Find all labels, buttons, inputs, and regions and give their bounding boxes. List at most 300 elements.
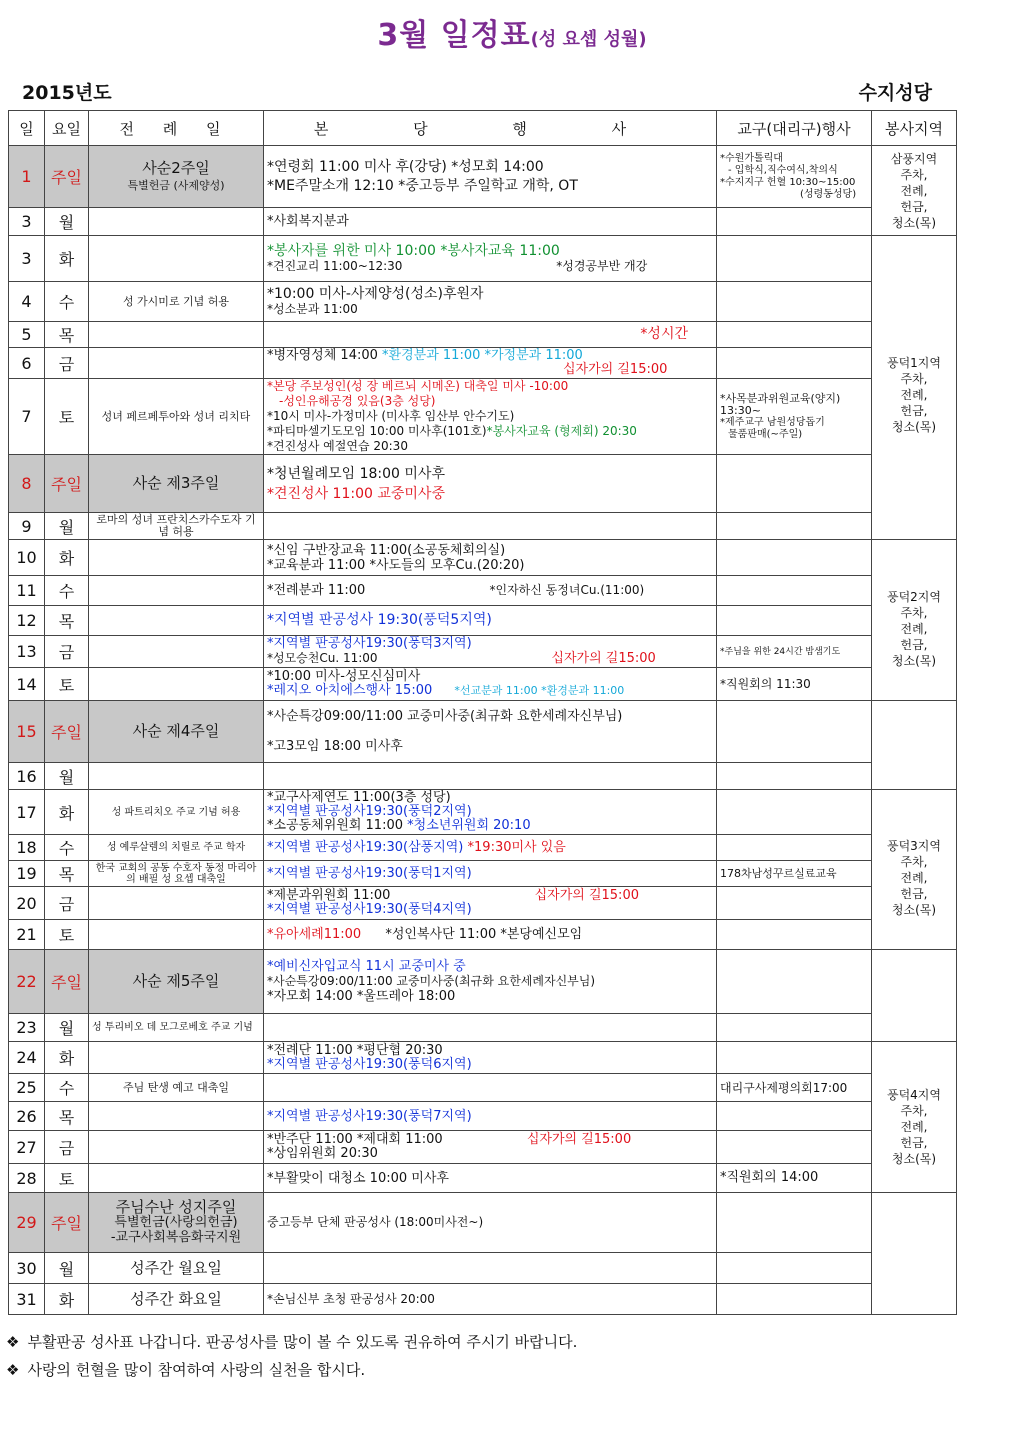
liturgy-cell — [89, 1193, 264, 1253]
day-cell: 4 — [9, 282, 45, 322]
diocese-cell — [717, 236, 872, 282]
liturgy-cell — [89, 636, 264, 668]
parish-event: *성모승천Cu. 11:00 — [267, 651, 378, 665]
parish-event: 중고등부 단체 판공성사 (18:00미사전~) — [267, 1215, 484, 1229]
table-row — [9, 576, 957, 606]
parish-event-row — [267, 651, 713, 666]
diocese-cell — [717, 636, 872, 668]
col-header-day: 일 — [9, 111, 45, 146]
parish-event: *유아세례11:00 — [267, 927, 362, 942]
parish-event: *19:30미사 있음 — [467, 840, 566, 855]
parish-event-row — [267, 424, 713, 439]
liturgy-cell — [89, 606, 264, 636]
parish-event: *지역별 판공성사19:30(풍덕6지역) — [267, 1056, 472, 1072]
day-cell: 21 — [9, 920, 45, 950]
footnote-text: 사랑의 헌혈을 많이 참여하여 사랑의 실천을 합시다. — [27, 1361, 366, 1379]
parish-event: *견진성사 예절연습 20:30 — [267, 439, 408, 453]
parish-event: *봉사자를 위한 미사 10:00 *봉사자교육 11:00 — [267, 242, 560, 259]
parish-event: *인자하신 동정녀Cu.(11:00) — [489, 583, 645, 597]
weekday-cell: 화 — [45, 1042, 89, 1074]
weekday-cell: 주일 — [45, 455, 89, 513]
parish-event: *견진성사 11:00 교중미사중 — [267, 485, 445, 502]
parish-event: *청소년위원회 20:10 — [407, 818, 531, 833]
parish-cell — [264, 236, 717, 282]
parish-event: *성소분과 11:00 — [267, 301, 358, 316]
parish-cell — [264, 1102, 717, 1131]
day-cell: 9 — [9, 513, 45, 540]
parish-event: *사순특강09:00/11:00 교중미사중(최규화 요한세례자신부님) — [267, 708, 623, 724]
parish-cell — [264, 208, 717, 236]
parish-event: *지역별 판공성사19:30(풍덕7지역) — [267, 1108, 472, 1124]
liturgy-cell — [89, 1131, 264, 1164]
weekday-cell: 화 — [45, 790, 89, 835]
day-cell: 22 — [9, 950, 45, 1014]
parish-event: *제분과위원회 11:00 — [267, 888, 391, 903]
day-cell: 12 — [9, 606, 45, 636]
parish-event: *연령회 11:00 미사 후(강당) *성모회 14:00 — [267, 158, 544, 175]
diocese-cell — [717, 282, 872, 322]
parish-cell — [264, 146, 717, 208]
weekday-cell: 월 — [45, 763, 89, 790]
liturgy-cell — [89, 1102, 264, 1131]
liturgy-cell — [89, 236, 264, 282]
parish-cell — [264, 348, 717, 379]
diocese-event: *주님을 위한 24시간 밤샘기도 — [720, 646, 841, 657]
parish-cell — [264, 835, 717, 861]
diocese-event: 178차남성꾸르실료교육 — [720, 866, 837, 880]
parish-cell — [264, 513, 717, 540]
diocese-cell — [717, 920, 872, 950]
table-row — [9, 950, 957, 1014]
liturgy-cell — [89, 540, 264, 576]
service-duty: 전례, — [900, 387, 928, 402]
liturgy-main: 사순 제4주일 — [132, 722, 220, 740]
diamond-bullet-icon: ❖ — [6, 1333, 20, 1351]
service-duty: 청소(목) — [891, 1152, 937, 1166]
liturgy-cell — [89, 668, 264, 701]
footnote-item — [6, 1328, 577, 1356]
liturgy-main: 사순 제5주일 — [132, 972, 220, 990]
weekday-cell: 주일 — [45, 950, 89, 1014]
liturgy-cell — [89, 763, 264, 790]
day-cell: 29 — [9, 1193, 45, 1253]
weekday-cell: 금 — [45, 1131, 89, 1164]
weekday-cell: 주일 — [45, 701, 89, 763]
service-duty: 청소(목) — [891, 654, 937, 668]
parish-event: *선교분과 11:00 *환경분과 11:00 — [454, 684, 625, 697]
parish-event-row — [267, 684, 713, 698]
day-cell: 14 — [9, 668, 45, 701]
service-duty: 주차, — [900, 167, 928, 182]
liturgy-cell — [89, 348, 264, 379]
parish-event: *교육분과 11:00 *사도들의 모후Cu.(20:20) — [267, 557, 525, 573]
parish-cell — [264, 636, 717, 668]
parish-cell — [264, 861, 717, 887]
liturgy-cell — [89, 701, 264, 763]
service-duty: 헌금, — [900, 199, 928, 214]
table-row — [9, 606, 957, 636]
liturgy-cell: 한국 교회의 공동 수호자 동정 마리아의 배필 성 요셉 대축일 — [89, 861, 264, 887]
weekday-cell: 월 — [45, 513, 89, 540]
parish-event: *10:00 미사-성모신심미사 — [267, 669, 421, 684]
diocese-cell — [717, 513, 872, 540]
diocese-cell — [717, 1164, 872, 1193]
diocese-cell — [717, 455, 872, 513]
table-row — [9, 1074, 957, 1102]
parish-event: *손님신부 초청 판공성사 20:00 — [267, 1291, 435, 1306]
parish-event: *사회복지분과 — [267, 214, 349, 229]
table-row — [9, 322, 957, 348]
weekday-cell: 주일 — [45, 146, 89, 208]
service-duty: 전례, — [900, 622, 928, 636]
weekday-cell: 화 — [45, 1284, 89, 1315]
liturgy-cell: 성 투리비오 데 모그로베호 주교 기념 — [89, 1014, 264, 1042]
service-area-cell — [872, 146, 957, 236]
service-duty: 헌금, — [900, 886, 928, 901]
parish-cell — [264, 282, 717, 322]
day-cell: 3 — [9, 208, 45, 236]
weekday-cell: 수 — [45, 576, 89, 606]
diocese-cell — [717, 1284, 872, 1315]
table-row — [9, 1193, 957, 1253]
liturgy-cell — [89, 920, 264, 950]
diocese-event: 물품판매(~주일) — [728, 428, 803, 440]
liturgy-cell — [89, 146, 264, 208]
weekday-cell: 수 — [45, 1074, 89, 1102]
day-cell: 8 — [9, 455, 45, 513]
liturgy-cell: 성주간 화요일 — [89, 1284, 264, 1315]
weekday-cell: 목 — [45, 322, 89, 348]
weekday-cell: 수 — [45, 282, 89, 322]
table-row — [9, 1014, 957, 1042]
table-row — [9, 146, 957, 208]
diocese-cell — [717, 950, 872, 1014]
table-row — [9, 920, 957, 950]
day-cell: 6 — [9, 348, 45, 379]
title-main: 3월 일정표 — [377, 18, 531, 53]
service-duty: 주차, — [900, 606, 928, 620]
footnote-text: 부활판공 성사표 나갑니다. 판공성사를 많이 볼 수 있도록 권유하여 주시기 바랍니다. — [27, 1333, 578, 1351]
parish-event: *고3모임 18:00 미사후 — [267, 738, 403, 754]
parish-event: *자모회 14:00 *울뜨레아 18:00 — [267, 989, 456, 1004]
col-header-service: 봉사지역 — [872, 111, 957, 146]
diocese-event: *직원회의 14:00 — [720, 1170, 819, 1185]
parish-cell — [264, 763, 717, 790]
weekday-cell: 월 — [45, 1253, 89, 1284]
service-area-name: 풍덕1지역 — [886, 355, 941, 370]
diocese-cell — [717, 835, 872, 861]
liturgy-cell — [89, 1164, 264, 1193]
liturgy-main: 사순2주일 — [142, 158, 210, 177]
diocese-cell — [717, 668, 872, 701]
service-area-name: 풍덕3지역 — [886, 838, 941, 853]
diocese-cell — [717, 861, 872, 887]
day-cell: 16 — [9, 763, 45, 790]
day-cell: 7 — [9, 379, 45, 455]
table-header-row — [9, 111, 957, 146]
footnotes — [6, 1328, 577, 1384]
parish-cell — [264, 540, 717, 576]
parish-event: *지역별 판공성사19:30(삼풍지역) — [267, 840, 464, 855]
day-cell: 15 — [9, 701, 45, 763]
parish-event: *파티마셀기도모임 10:00 미사후(101호) — [267, 424, 487, 438]
parish-cell — [264, 1074, 717, 1102]
parish-event: *지역별 판공성사19:30(풍덕3지역) — [267, 636, 472, 651]
parish-cell — [264, 379, 717, 455]
parish-event: *봉사자교육 (형제회) 20:30 — [486, 424, 637, 438]
service-area-name: 삼풍지역 — [890, 151, 938, 166]
service-area-cell — [872, 1042, 957, 1193]
parish-event: *반주단 11:00 *제대회 11:00 — [267, 1132, 443, 1147]
weekday-cell: 토 — [45, 668, 89, 701]
parish-event: *지역별 판공성사19:30(풍덕4지역) — [267, 902, 472, 917]
day-cell: 1 — [9, 146, 45, 208]
title-sub: (성 요셉 성월) — [530, 29, 647, 50]
parish-cell — [264, 887, 717, 920]
diocese-cell — [717, 146, 872, 208]
weekday-cell: 목 — [45, 1102, 89, 1131]
liturgy-main: 사순 제3주일 — [132, 474, 220, 492]
service-duty: 헌금, — [900, 403, 928, 418]
parish-event: *병자영성체 14:00 — [267, 348, 378, 363]
table-row — [9, 763, 957, 790]
service-area-name: 풍덕4지역 — [886, 1088, 941, 1102]
parish-cell — [264, 606, 717, 636]
parish-event-row — [267, 259, 713, 274]
day-cell: 3 — [9, 236, 45, 282]
parish-event: *ME주말소개 12:10 *중고등부 주일학교 개학, OT — [267, 177, 578, 194]
liturgy-sub: 특별헌금(사랑의헌금) — [114, 1215, 238, 1230]
parish-event-row — [267, 349, 713, 363]
diocese-cell — [717, 322, 872, 348]
day-cell: 11 — [9, 576, 45, 606]
diocese-cell — [717, 379, 872, 455]
diocese-cell — [717, 208, 872, 236]
service-duty: 주차, — [900, 371, 928, 386]
service-duty: 청소(목) — [891, 215, 937, 230]
liturgy-cell: 성녀 페르페투아와 성녀 리치타 — [89, 379, 264, 455]
liturgy-cell — [89, 208, 264, 236]
day-cell: 25 — [9, 1074, 45, 1102]
diocese-event: 13:30~ — [720, 403, 761, 417]
day-cell: 26 — [9, 1102, 45, 1131]
parish-cell — [264, 701, 717, 763]
parish-event: 십자가의 길15:00 — [526, 1132, 632, 1147]
table-row — [9, 1284, 957, 1315]
table-row — [9, 1042, 957, 1074]
day-cell: 19 — [9, 861, 45, 887]
day-cell: 24 — [9, 1042, 45, 1074]
footnote-item — [6, 1356, 577, 1384]
diocese-cell — [717, 1074, 872, 1102]
diocese-event: *제주교구 남원성당돕기 — [720, 416, 825, 428]
parish-event: *성인복사단 11:00 *본당예신모임 — [385, 927, 583, 942]
diocese-event: *사목분과위원교육(양지) — [720, 391, 841, 405]
diocese-event: - 입학식,직수여식,착의식 — [728, 164, 838, 176]
liturgy-cell — [89, 950, 264, 1014]
table-row — [9, 282, 957, 322]
parish-cell — [264, 1042, 717, 1074]
diocese-cell — [717, 887, 872, 920]
weekday-cell: 수 — [45, 835, 89, 861]
parish-event-row — [267, 819, 713, 833]
table-row — [9, 701, 957, 763]
parish-event: *10:00 미사-사제양성(성소)후원자 — [267, 285, 484, 302]
table-row — [9, 1131, 957, 1164]
diocese-cell — [717, 348, 872, 379]
table-row — [9, 1102, 957, 1131]
day-cell: 13 — [9, 636, 45, 668]
service-duty: 청소(목) — [891, 419, 937, 434]
col-header-weekday: 요일 — [45, 111, 89, 146]
parish-event: *청년월례모임 18:00 미사후 — [267, 465, 445, 482]
weekday-cell: 목 — [45, 606, 89, 636]
parish-event: *견진교리 11:00~12:30 — [267, 258, 403, 273]
parish-event: *환경분과 11:00 *가정분과 11:00 — [382, 348, 583, 363]
weekday-cell: 월 — [45, 1014, 89, 1042]
diocese-cell — [717, 1193, 872, 1253]
parish-event-row — [267, 1133, 713, 1147]
diocese-cell — [717, 1131, 872, 1164]
parish-event: *지역별 판공성사19:30(풍덕2지역) — [267, 804, 472, 819]
diocese-cell — [717, 1253, 872, 1284]
liturgy-cell: 로마의 성녀 프란치스카수도자 기념 허용 — [89, 513, 264, 540]
col-header-parish: 본 당 행 사 — [264, 111, 717, 146]
weekday-cell: 토 — [45, 920, 89, 950]
weekday-cell: 주일 — [45, 1193, 89, 1253]
parish-event: *성시간 — [640, 326, 688, 342]
liturgy-cell — [89, 1042, 264, 1074]
service-area-cell — [872, 950, 957, 1042]
table-row — [9, 236, 957, 282]
page-title — [0, 10, 1024, 54]
table-row — [9, 1253, 957, 1284]
diocese-cell — [717, 576, 872, 606]
table-row — [9, 668, 957, 701]
liturgy-main: 주님수난 성지주일 — [115, 1198, 237, 1216]
day-cell: 18 — [9, 835, 45, 861]
weekday-cell: 토 — [45, 379, 89, 455]
church-name: 수지성당 — [858, 82, 932, 104]
service-area-cell — [872, 236, 957, 540]
service-area-cell — [872, 790, 957, 950]
service-area-cell — [872, 701, 957, 790]
liturgy-cell — [89, 322, 264, 348]
diamond-bullet-icon: ❖ — [6, 1361, 20, 1379]
diocese-event: *직원회의 11:30 — [720, 677, 811, 691]
liturgy-cell — [89, 455, 264, 513]
day-cell: 23 — [9, 1014, 45, 1042]
weekday-cell: 화 — [45, 236, 89, 282]
diocese-event: *수원가톨릭대 — [720, 152, 783, 164]
day-cell: 31 — [9, 1284, 45, 1315]
parish-event: *소공동체위원회 11:00 — [267, 818, 404, 833]
diocese-event: 대리구사제평의회17:00 — [720, 1080, 848, 1095]
weekday-cell: 금 — [45, 348, 89, 379]
parish-event: *레지오 아치에스행사 15:00 — [267, 683, 433, 698]
parish-event: *10시 미사-가정미사 (미사후 임산부 안수기도) — [267, 409, 515, 423]
col-header-diocese: 교구(대리구)행사 — [717, 111, 872, 146]
parish-cell — [264, 1014, 717, 1042]
liturgy-cell: 성 가시미로 기념 허용 — [89, 282, 264, 322]
parish-event: *지역별 판공성사19:30(풍덕1지역) — [267, 866, 472, 881]
table-row — [9, 455, 957, 513]
parish-event: *지역별 판공성사 19:30(풍덕5지역) — [267, 612, 492, 628]
diocese-event: *수지지구 헌혈 10:30~15:00 — [720, 176, 856, 188]
parish-cell — [264, 322, 717, 348]
parish-cell — [264, 1164, 717, 1193]
diocese-cell — [717, 1014, 872, 1042]
liturgy-cell: 성 파트리치오 주교 기념 허용 — [89, 790, 264, 835]
parish-event: *교구사제연도 11:00(3층 성당) — [267, 790, 451, 805]
liturgy-cell: 성 예루살렘의 치릴로 주교 학자 — [89, 835, 264, 861]
parish-cell — [264, 576, 717, 606]
service-duty: 헌금, — [900, 1136, 928, 1150]
weekday-cell: 화 — [45, 540, 89, 576]
parish-cell — [264, 668, 717, 701]
day-cell: 5 — [9, 322, 45, 348]
day-cell: 17 — [9, 790, 45, 835]
parish-event: 십자가의 길15:00 — [551, 651, 656, 666]
service-duty: 주차, — [900, 1104, 928, 1118]
table-row — [9, 835, 957, 861]
table-row — [9, 513, 957, 540]
parish-cell — [264, 920, 717, 950]
day-cell: 10 — [9, 540, 45, 576]
diocese-cell — [717, 606, 872, 636]
parish-cell — [264, 1253, 717, 1284]
parish-event: 십자가의 길15:00 — [563, 362, 668, 377]
diocese-event: (성령동성당) — [800, 188, 857, 200]
service-area-cell — [872, 1193, 957, 1315]
parish-event: *부활맞이 대청소 10:00 미사후 — [267, 1170, 449, 1186]
schedule-table — [8, 110, 957, 1315]
parish-cell — [264, 1193, 717, 1253]
table-row — [9, 1164, 957, 1193]
year-label: 2015년도 — [22, 82, 112, 104]
table-row — [9, 790, 957, 835]
table-row — [9, 208, 957, 236]
diocese-cell — [717, 540, 872, 576]
parish-cell — [264, 950, 717, 1014]
parish-event: *사순특강09:00/11:00 교중미사중(최규화 요한세례자신부님) — [267, 974, 596, 988]
service-duty: 전례, — [900, 1120, 928, 1134]
liturgy-cell — [89, 576, 264, 606]
table-row — [9, 887, 957, 920]
parish-event: *본당 주보성인(성 장 베르뇌 시메온) 대축일 미사 -10:00 — [267, 379, 569, 393]
service-duty: 헌금, — [900, 638, 928, 652]
parish-cell — [264, 1284, 717, 1315]
weekday-cell: 금 — [45, 636, 89, 668]
table-row — [9, 379, 957, 455]
day-cell: 30 — [9, 1253, 45, 1284]
col-header-liturgy: 전 례 일 — [89, 111, 264, 146]
liturgy-cell: 주님 탄생 예고 대축일 — [89, 1074, 264, 1102]
parish-cell — [264, 455, 717, 513]
table-row — [9, 348, 957, 379]
parish-event: 십자가의 길15:00 — [534, 888, 639, 903]
parish-event: -성인유해공경 있음(3층 성당) — [279, 394, 436, 408]
parish-cell — [264, 790, 717, 835]
service-area-name: 풍덕2지역 — [886, 590, 941, 604]
diocese-cell — [717, 790, 872, 835]
liturgy-cell: 성주간 월요일 — [89, 1253, 264, 1284]
table-row — [9, 636, 957, 668]
diocese-cell — [717, 763, 872, 790]
table-row — [9, 540, 957, 576]
parish-event: *전례분과 11:00 — [267, 583, 366, 598]
diocese-cell — [717, 701, 872, 763]
